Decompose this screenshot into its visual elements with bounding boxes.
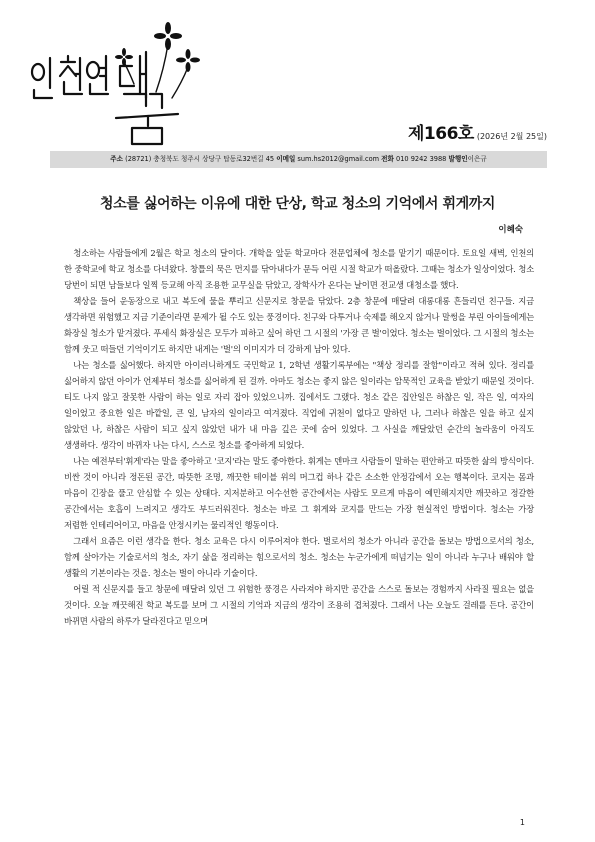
publisher-label: 발행인	[448, 155, 468, 163]
issue-info	[408, 119, 547, 144]
article-paragraph: 그래서 요즘은 이런 생각을 한다. 청소 교육은 다시 이루어져야 한다. 벌로서의 청소가 아니라 공간을 돌보는 방법으로서의 청소, 함께 살아가는 기술로서의 청소, 자기 삶을 정리하는 힘으로서의 청소. 청소는 누군가에게 떠넘기는 일이 아니라 누구나 배워야 할 생활의 기본이라는 것을. 청소는 벌이 아니라 기술이다.	[64, 536, 534, 578]
issue-date: (2026년 2월 25일)	[476, 132, 547, 141]
page-number: 1	[519, 818, 525, 827]
article-paragraph: 청소하는 사람들에게 2월은 학교 청소의 달이다. 개학을 앞둔 학교마다 전문업체에 청소를 맡기기 때문이다. 토요일 새벽, 인천의 한 중학교에 학교 청소를 다녀왔다. 창틀의 묵은 먼지를 닦아내다가 문득 어린 시절 학교가 떠올랐다. 그때는 청소가 일상이었다. 청소 당번이 되면 남들보다 일찍 등교해 아직 조용한 교무실을 닦았고, 장학사가 온다는 날이면 전교생 대청소를 했다.	[64, 248, 534, 290]
address-label: 주소	[110, 155, 124, 163]
article-paragraph: 나는 청소를 싫어했다. 하지만 아이러니하게도 국민학교 1, 2학년 생활기록부에는 "책상 정리를 잘함"이라고 적혀 있다. 정리를 싫어하지 않던 아이가 언제부터 청소를 싫어하게 된 걸까. 아마도 청소는 좋지 않은 일이라는 암묵적인 교육을 받았기 때문일 것이다. 티도 나지 않고 잘못한 사람이 하는 일로 자리 잡아 있었으니까. 집에서도 그랬다. 청소 같은 집안일은 하찮은 일, 작은 일, 여자의 일이었고 중요한 일은 바깥일, 큰 일, 남자의 일이라고 여겨졌다. 직업에 귀천이 없다고 말하던 나, 그러나 하찮은 일을 하고 싶지 않았던 나, 하찮은 사람이 되고 싶지 않았던 내가 내 마음 깊은 곳에 숨어 있었다. 그 사실을 깨달았던 순간의 놀라움이 아직도 생생하다. 생각이 바뀌자 나는 다시, 스스로 청소를 좋아하게 되었다.	[64, 360, 534, 450]
article-author: 이혜숙	[498, 225, 523, 235]
article-title: 청소를 싫어하는 이유에 대한 단상, 학교 청소의 기억에서 휘게까지	[99, 196, 496, 212]
phone-value: 010 9242 3988	[396, 155, 447, 163]
email-label: 이메일	[276, 155, 296, 163]
masthead	[0, 0, 595, 160]
article-paragraph: 책상을 들어 운동장으로 내고 복도에 물을 뿌리고 신문지로 창문을 닦았다. 2층 창문에 매달려 대롱대롱 흔들리던 친구들. 지금 생각하면 위험했고 지금 기준이라면 문제가 될 수도 있는 풍경이다. 친구와 다투거나 숙제를 해오지 않거나 말썽을 부린 아이들에게는 화장실 청소가 맡겨졌다. 푸세식 화장실은 모두가 피하고 싶어 하던 그 시절의 '가장 큰 벌'이었다. 청소는 벌이었다. 그 시절의 청소는 함께 웃고 떠들던 기억이기도 하지만 내게는 '벌'의 이미지가 더 강하게 남아 있다.	[64, 296, 534, 354]
article-paragraph: 나는 예전부터'휘게'라는 말을 좋아하고 '코지'라는 말도 좋아한다. 휘게는 덴마크 사람들이 말하는 편안하고 따뜻한 삶의 방식이다. 비싼 것이 아니라 정돈된 공간, 따뜻한 조명, 깨끗한 테이블 위의 머그컵 하나 같은 소소한 안정감에서 오는 행복이다. 코지는 몸과 마음이 긴장을 풀고 안심할 수 있는 상태다. 지저분하고 어수선한 공간에서는 사람도 모르게 마음이 예민해지지만 깨끗하고 정갈한 공간에서는 호흡이 느려지고 생각도 부드러워진다. 청소는 바로 그 휘게와 코지를 만드는 가장 현실적인 방법이다. 청소는 가장 저렴한 인테리어이고, 마음을 안정시키는 물리적인 행동이다.	[64, 456, 534, 530]
article-paragraph: 어릴 적 신문지를 들고 창문에 매달려 있던 그 위험한 풍경은 사라져야 하지만 공간을 스스로 돌보는 경험까지 사라질 필요는 없을 것이다. 오늘 깨끗해진 학교 복도를 보며 그 시절의 기억과 지금의 생각이 조용히 겹쳐졌다. 그래서 나는 오늘도 걸레를 든다. 공간이 바뀌면 사람의 하루가 달라진다고 믿으며	[64, 584, 534, 626]
email-value: sum.hs2012@gmail.com	[297, 155, 380, 163]
newsletter-logo	[28, 14, 203, 152]
issue-number: 제166호	[408, 124, 474, 144]
publisher-value: 이은규	[467, 155, 487, 163]
contact-info-bar	[50, 151, 547, 168]
address-value: (28721) 충청북도 청주시 상당구 탑동로32번길 45	[125, 155, 275, 163]
phone-label: 전화	[381, 155, 394, 163]
article-body	[64, 245, 534, 629]
